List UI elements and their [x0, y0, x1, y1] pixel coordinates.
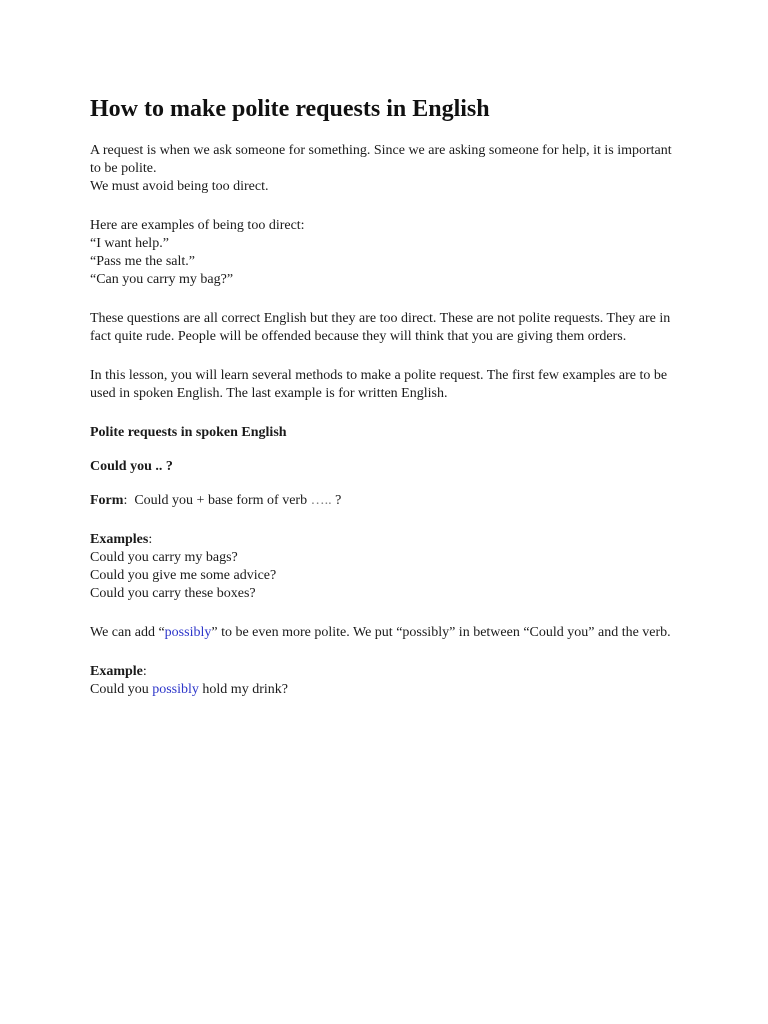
examples-label-line: [90, 531, 678, 549]
form-line: [90, 492, 678, 510]
form-dots: …..: [310, 493, 332, 508]
examples-label: Examples: [90, 532, 149, 547]
direct-examples-paragraph: [90, 217, 678, 289]
could-you-heading-text: Could you .. ?: [90, 459, 173, 474]
form-end: ?: [331, 493, 342, 508]
direct-example-3: “Can you carry my bag?”: [90, 272, 234, 287]
example-post: hold my drink?: [198, 682, 288, 697]
possibly-pre: We can add “: [90, 625, 165, 640]
example-pre: Could you: [90, 682, 153, 697]
direct-example-1: “I want help.”: [90, 236, 169, 251]
direct-example-2: “Pass me the salt.”: [90, 254, 195, 269]
intro-line-2: We must avoid being too direct.: [90, 179, 269, 194]
possibly-paragraph: [90, 624, 678, 642]
explanation-paragraph: These questions are all correct English but they are too direct. These are not polite requests. They are in fact quite rude. People will be offended because they will think that you are giving them orders.: [90, 311, 671, 344]
example-colon: :: [142, 664, 147, 679]
example-highlight: possibly: [152, 682, 199, 697]
page-title: How to make polite requests in English: [90, 96, 490, 122]
section-heading: [90, 424, 678, 442]
examples-colon: :: [148, 532, 153, 547]
possibly-post: ” to be even more polite. We put “possibly” in between “Could you” and the verb.: [211, 625, 671, 640]
form-text: Could you + base form of verb: [134, 493, 311, 508]
examples-block: [90, 531, 678, 603]
direct-lead: Here are examples of being too direct:: [90, 218, 305, 233]
example-item-1: Could you carry my bags?: [90, 550, 238, 565]
example-sentence: [90, 681, 678, 699]
could-you-heading: [90, 458, 678, 476]
example-item-2: Could you give me some advice?: [90, 568, 277, 583]
example-block: [90, 663, 678, 699]
example-item-3: Could you carry these boxes?: [90, 586, 256, 601]
example-label: Example: [90, 664, 143, 679]
intro-line-1: A request is when we ask someone for something. Since we are asking someone for help, it is important to be polite.: [90, 143, 672, 176]
form-label: Form: [90, 493, 124, 508]
example-label-line: [90, 663, 678, 681]
section-heading-text: Polite requests in spoken English: [90, 425, 287, 440]
intro-paragraph: [90, 142, 678, 196]
lesson-paragraph: In this lesson, you will learn several methods to make a polite request. The first few examples are to be used in spoken English. The last example is for written English.: [90, 368, 668, 401]
possibly-highlight: possibly: [164, 625, 212, 640]
form-colon: :: [123, 493, 128, 508]
